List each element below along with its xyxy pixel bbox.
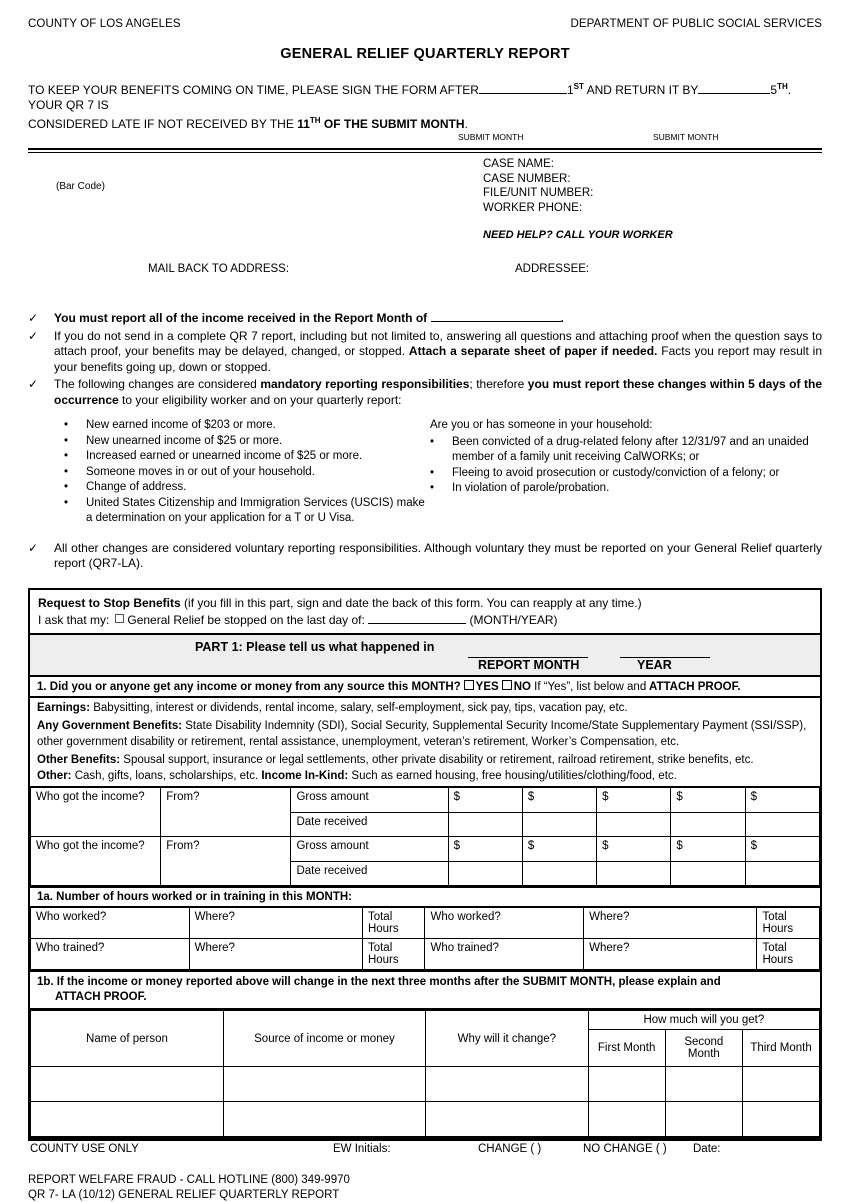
instruction-ordinal-2-sup: TH xyxy=(777,82,788,91)
list-item xyxy=(430,435,822,466)
income-date-value-1-3[interactable] xyxy=(597,812,671,837)
change-row-1-name[interactable] xyxy=(31,1067,224,1102)
report-month-blank xyxy=(431,321,561,322)
stop-benefits-subtitle: (if you fill in this part, sign and date the back of this form. You can reapply at any time.) xyxy=(184,596,642,610)
income-date-value-1-4[interactable] xyxy=(671,812,745,837)
income-who-cell-1[interactable]: Who got the income? xyxy=(31,788,161,837)
who-trained-label-left[interactable]: Who trained? xyxy=(31,939,190,970)
income-date-value-2-4[interactable] xyxy=(671,861,745,886)
income-category-inkind-text: Such as earned housing, free housing/utilities/clothing/food, etc. xyxy=(348,770,677,782)
return-by-blank xyxy=(698,93,770,94)
income-date-value-1-2[interactable] xyxy=(522,812,596,837)
income-gross-amount-2-3[interactable]: $ xyxy=(597,837,671,862)
file-unit-number-label: FILE/UNIT NUMBER: xyxy=(483,186,593,201)
total-hours-label-trained-right[interactable]: Total Hours xyxy=(757,939,820,970)
submit-month-caption-1: SUBMIT MONTH xyxy=(458,132,523,142)
stop-benefits-prefix: I ask that my: xyxy=(38,613,109,627)
income-category-other-benefits-text: Spousal support, insurance or legal settlements, other private disability or retirement, railroad retirement, strike benefits, etc. xyxy=(120,754,753,766)
page-title: GENERAL RELIEF QUARTERLY REPORT xyxy=(28,46,822,62)
question-1-period: . xyxy=(737,681,740,693)
stop-benefits-section xyxy=(30,590,820,635)
income-category-inkind-label: Income In-Kind: xyxy=(261,770,348,782)
table-row xyxy=(31,837,820,862)
column-header-how-much: How much will you get? xyxy=(588,1011,819,1030)
income-date-value-2-5[interactable] xyxy=(745,861,819,886)
checkmark-icon: ✓ xyxy=(28,329,54,376)
stop-benefits-request-row xyxy=(38,612,812,629)
income-category-earnings-label: Earnings: xyxy=(37,702,90,714)
total-hours-label-trained-left[interactable]: Total Hours xyxy=(362,939,425,970)
where-label-worked-left[interactable]: Where? xyxy=(189,908,362,939)
instruction-ordinal-3-sup: TH xyxy=(310,116,321,125)
county-use-label: COUNTY USE ONLY xyxy=(30,1143,139,1155)
case-name-label: CASE NAME: xyxy=(483,157,593,172)
voluntary-reporting-note xyxy=(28,541,822,572)
form-sheet xyxy=(28,18,822,1202)
form-body xyxy=(28,588,822,1140)
case-information-block xyxy=(28,153,822,283)
income-from-cell-1[interactable]: From? xyxy=(161,788,291,837)
who-worked-label-right[interactable]: Who worked? xyxy=(425,908,584,939)
question-1-attach-proof: ATTACH PROOF xyxy=(649,681,737,693)
checklist-item-3-text xyxy=(54,377,822,408)
column-header-third-month: Third Month xyxy=(743,1030,820,1067)
income-category-earnings xyxy=(37,701,814,717)
stop-benefits-checkbox[interactable] xyxy=(115,614,124,623)
section-1b-heading xyxy=(30,970,820,1010)
list-item-label: Been convicted of a drug-related felony after 12/31/97 and an unaided member of a family unit receiving CalWORKs; or xyxy=(452,435,822,466)
where-label-trained-right[interactable]: Where? xyxy=(584,939,757,970)
sign-after-blank xyxy=(479,93,567,94)
income-categories xyxy=(30,698,820,788)
column-header-first-month: First Month xyxy=(588,1030,665,1067)
income-category-other-benefits xyxy=(37,753,814,769)
mail-back-address-label: MAIL BACK TO ADDRESS: xyxy=(148,263,289,275)
total-hours-label-worked-right[interactable]: Total Hours xyxy=(757,908,820,939)
change-row-1-why[interactable] xyxy=(425,1067,588,1102)
list-item-label: United States Citizenship and Immigration Services (USCIS) make a determination on your application for a T or U Visa. xyxy=(86,496,428,527)
income-date-label-2: Date received xyxy=(291,861,448,886)
change-row-2-why[interactable] xyxy=(425,1102,588,1137)
column-header-source: Source of income or money xyxy=(223,1011,425,1067)
list-item xyxy=(64,465,428,481)
fraud-hotline-text: REPORT WELFARE FRAUD - CALL HOTLINE (800) 349-9970 xyxy=(28,1173,822,1188)
checklist-item-2-text xyxy=(54,329,822,376)
income-gross-amount-1-1[interactable]: $ xyxy=(448,788,522,813)
change-row-1-second[interactable] xyxy=(665,1067,743,1102)
income-category-government-label: Any Government Benefits: xyxy=(37,720,182,732)
list-item-label: Someone moves in or out of your household. xyxy=(86,465,428,481)
total-hours-label-worked-left[interactable]: Total Hours xyxy=(362,908,425,939)
bullet-icon: • xyxy=(64,480,86,496)
income-date-value-1-5[interactable] xyxy=(745,812,819,837)
checklist-item-3-bold1: mandatory reporting responsibilities xyxy=(260,377,469,391)
mandatory-changes-right xyxy=(428,418,822,527)
income-gross-amount-1-2[interactable]: $ xyxy=(522,788,596,813)
county-use-bar xyxy=(28,1139,822,1158)
instruction-ordinal-3: 11 xyxy=(297,117,310,131)
part1-report-month-caption: REPORT MONTH xyxy=(478,658,579,672)
checklist-item-1-period: . xyxy=(561,311,564,325)
change-option[interactable]: CHANGE ( ) xyxy=(478,1143,541,1155)
instruction-text-2: AND RETURN IT BY xyxy=(587,83,699,97)
submit-month-captions xyxy=(28,132,822,144)
income-category-government-text: State Disability Indemnity (SDI), Social Security, Supplemental Security Income/State Supplementary Payment (SSI/SSP), other government disability or retirement, rental assistance, unemployment, veteran’s retirement, Worker’s Compensation, etc. xyxy=(37,720,806,748)
list-item-label: Change of address. xyxy=(86,480,428,496)
checklist-item-3-part2: ; therefore xyxy=(469,377,524,391)
income-from-cell-2[interactable]: From? xyxy=(161,837,291,886)
column-header-name-of-person: Name of person xyxy=(31,1011,224,1067)
income-category-government xyxy=(37,719,814,750)
instruction-text-4: CONSIDERED LATE IF NOT RECEIVED BY THE xyxy=(28,117,294,131)
submit-month-caption-2: SUBMIT MONTH xyxy=(653,132,718,142)
department-label: DEPARTMENT OF PUBLIC SOCIAL SERVICES xyxy=(570,18,822,30)
income-gross-label-2: Gross amount xyxy=(291,837,448,862)
checklist-item-2-part2: Facts you report may result in your benefits going up, down or stopped. xyxy=(54,344,822,374)
bullet-icon: • xyxy=(64,465,86,481)
question-1-hint: If “Yes”, list below and xyxy=(534,681,646,693)
need-help-notice: NEED HELP? CALL YOUR WORKER xyxy=(483,229,673,241)
case-number-label: CASE NUMBER: xyxy=(483,172,593,187)
column-header-why: Why will it change? xyxy=(425,1011,588,1067)
income-who-cell-2[interactable]: Who got the income? xyxy=(31,837,161,886)
question-1-no-label: NO xyxy=(514,681,531,693)
table-header-row xyxy=(31,1011,820,1030)
part1-header-band xyxy=(30,635,820,677)
mandatory-changes-left xyxy=(28,418,428,527)
reporting-checklist xyxy=(28,311,822,408)
list-item-label: Increased earned or unearned income of $25 or more. xyxy=(86,449,428,465)
checklist-item-3-bold2: you must report these changes within 5 days of the occurrence xyxy=(54,377,822,407)
income-gross-amount-1-4[interactable]: $ xyxy=(671,788,745,813)
who-worked-label-left[interactable]: Who worked? xyxy=(31,908,190,939)
list-item xyxy=(430,466,822,482)
income-date-value-2-3[interactable] xyxy=(597,861,671,886)
case-fields xyxy=(483,157,593,215)
income-gross-amount-2-4[interactable]: $ xyxy=(671,837,745,862)
question-1-yes-label: YES xyxy=(476,681,499,693)
bullet-icon: • xyxy=(64,449,86,465)
bullet-icon: • xyxy=(64,496,86,527)
checklist-item-1-text xyxy=(54,311,822,327)
worker-phone-label: WORKER PHONE: xyxy=(483,201,593,216)
bullet-icon: • xyxy=(430,466,452,482)
list-item xyxy=(64,418,428,434)
hours-worked-table xyxy=(30,907,820,970)
instruction-ordinal-1-sup: ST xyxy=(574,82,584,91)
income-category-other-text: Cash, gifts, loans, scholarships, etc. xyxy=(72,770,262,782)
table-row xyxy=(31,1102,820,1137)
table-row xyxy=(31,788,820,813)
list-item-label: Fleeing to avoid prosecution or custody/conviction of a felony; or xyxy=(452,466,822,482)
checklist-item-3-part3: to your eligibility worker and on your quarterly report: xyxy=(122,393,401,407)
checklist-item-3 xyxy=(28,377,822,408)
who-trained-label-right[interactable]: Who trained? xyxy=(425,939,584,970)
instruction-ordinal-2: 5 xyxy=(770,83,777,97)
table-row xyxy=(31,939,820,970)
question-1-row xyxy=(30,677,820,698)
change-row-2-source[interactable] xyxy=(223,1102,425,1137)
question-1-number: 1. xyxy=(37,681,47,693)
checklist-item-1-label: You must report all of the income received in the Report Month of xyxy=(54,311,427,325)
income-gross-amount-2-1[interactable]: $ xyxy=(448,837,522,862)
list-item-label: New earned income of $203 or more. xyxy=(86,418,428,434)
question-1-text: Did you or anyone get any income or money from any source this MONTH? xyxy=(50,681,461,693)
income-gross-amount-2-5[interactable]: $ xyxy=(745,837,819,862)
header-line xyxy=(28,18,822,30)
income-entry-table xyxy=(30,787,820,886)
checklist-item-2-bold: Attach a separate sheet of paper if needed. xyxy=(409,344,657,358)
checkmark-icon: ✓ xyxy=(28,377,54,408)
where-label-worked-right[interactable]: Where? xyxy=(584,908,757,939)
section-1a-heading: 1a. Number of hours worked or in training in this MONTH: xyxy=(30,886,820,907)
instruction-text-1: TO KEEP YOUR BENEFITS COMING ON TIME, PLEASE SIGN THE FORM AFTER xyxy=(28,83,479,97)
no-change-option[interactable]: NO CHANGE ( ) xyxy=(583,1143,667,1155)
bullet-icon: • xyxy=(64,418,86,434)
income-category-other-benefits-label: Other Benefits: xyxy=(37,754,120,766)
stop-benefits-date-hint: (MONTH/YEAR) xyxy=(470,613,558,627)
income-category-other xyxy=(37,769,814,785)
change-row-2-third[interactable] xyxy=(743,1102,820,1137)
change-row-2-second[interactable] xyxy=(665,1102,743,1137)
stop-benefits-date-input[interactable] xyxy=(368,623,466,624)
list-item xyxy=(64,434,428,450)
checkmark-icon: ✓ xyxy=(28,311,54,327)
change-row-1-first[interactable] xyxy=(588,1067,665,1102)
county-label: COUNTY OF LOS ANGELES xyxy=(28,18,181,30)
part1-year-caption: YEAR xyxy=(637,658,672,672)
bullet-icon: • xyxy=(64,434,86,450)
instruction-ordinal-1: 1 xyxy=(567,83,574,97)
income-date-label-1: Date received xyxy=(291,812,448,837)
checklist-item-4-text: All other changes are considered voluntary reporting responsibilities. Although voluntary they must be reported on your General Relief quarterly report (QR7-LA). xyxy=(54,541,822,572)
table-row xyxy=(31,908,820,939)
table-row xyxy=(31,1067,820,1102)
income-category-other-label: Other: xyxy=(37,770,72,782)
household-question-lead: Are you or has someone in your household: xyxy=(430,418,822,434)
question-1-no-checkbox[interactable] xyxy=(502,680,512,690)
stop-benefits-statement: General Relief be stopped on the last day of: xyxy=(127,613,365,627)
checklist-item-1 xyxy=(28,311,822,327)
list-item xyxy=(430,481,822,497)
column-header-second-month: Second Month xyxy=(665,1030,743,1067)
checkmark-icon: ✓ xyxy=(28,541,54,572)
section-1b-heading-line1: 1b. If the income or money reported above will change in the next three months after the SUBMIT MONTH, please explain and xyxy=(37,976,721,988)
income-gross-amount-1-3[interactable]: $ xyxy=(597,788,671,813)
where-label-trained-left[interactable]: Where? xyxy=(189,939,362,970)
checklist-item-4 xyxy=(28,541,822,572)
stop-benefits-title-row xyxy=(38,595,812,612)
part1-label: PART 1: Please tell us what happened in xyxy=(195,640,434,654)
bullet-icon: • xyxy=(430,435,452,466)
list-item xyxy=(64,449,428,465)
form-footer xyxy=(28,1173,822,1202)
change-row-1-third[interactable] xyxy=(743,1067,820,1102)
income-date-value-1-1[interactable] xyxy=(448,812,522,837)
checklist-item-2-part1: If you do not send in a complete QR 7 report, including but not limited to, answering all questions and attaching proof when the question says to attach proof, your benefits may be delayed, changed, or stopped. xyxy=(54,329,822,359)
income-gross-amount-2-2[interactable]: $ xyxy=(522,837,596,862)
instruction-text-3: . YOUR QR 7 IS xyxy=(28,83,791,112)
income-date-value-2-2[interactable] xyxy=(522,861,596,886)
list-item-label: New unearned income of $25 or more. xyxy=(86,434,428,450)
change-row-2-first[interactable] xyxy=(588,1102,665,1137)
list-item xyxy=(64,480,428,496)
income-date-value-2-1[interactable] xyxy=(448,861,522,886)
list-item-label: In violation of parole/probation. xyxy=(452,481,822,497)
instruction-text-5: OF THE SUBMIT MONTH xyxy=(324,117,465,131)
county-use-date-label[interactable]: Date: xyxy=(693,1143,721,1155)
checklist-item-2 xyxy=(28,329,822,376)
filing-instructions xyxy=(28,79,822,132)
section-1b-heading-line2: ATTACH PROOF. xyxy=(37,990,814,1005)
barcode-placeholder: (Bar Code) xyxy=(56,181,105,192)
change-row-2-name[interactable] xyxy=(31,1102,224,1137)
income-gross-amount-1-5[interactable]: $ xyxy=(745,788,819,813)
income-gross-label-1: Gross amount xyxy=(291,788,448,813)
ew-initials-label[interactable]: EW Initials: xyxy=(333,1143,391,1155)
bullet-icon: • xyxy=(430,481,452,497)
instruction-period: . xyxy=(465,117,468,131)
mandatory-changes-columns xyxy=(28,418,822,527)
form-number-text: QR 7- LA (10/12) GENERAL RELIEF QUARTERLY REPORT xyxy=(28,1188,822,1202)
income-category-earnings-text: Babysitting, interest or dividends, rental income, salary, self-employment, sick pay, tips, vacation pay, etc. xyxy=(90,702,628,714)
addressee-label: ADDRESSEE: xyxy=(515,263,589,275)
stop-benefits-title: Request to Stop Benefits xyxy=(38,596,181,610)
question-1-yes-checkbox[interactable] xyxy=(464,680,474,690)
income-change-table xyxy=(30,1010,820,1137)
checklist-item-3-part1: The following changes are considered xyxy=(54,377,257,391)
change-row-1-source[interactable] xyxy=(223,1067,425,1102)
list-item xyxy=(64,496,428,527)
